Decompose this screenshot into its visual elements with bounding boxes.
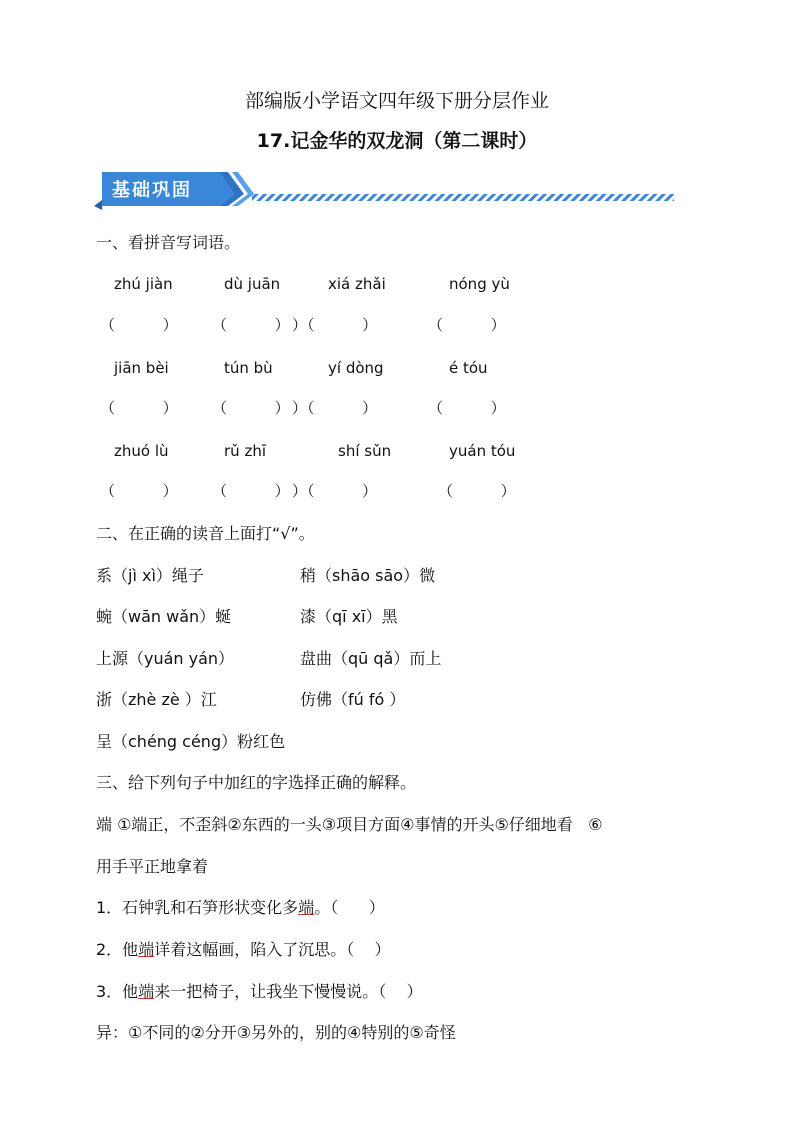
- pinyin-1-3: xiá zhǎi: [328, 275, 386, 293]
- answer-blank[interactable]: （ ）: [100, 399, 178, 417]
- answer-blank[interactable]: （ ）: [212, 399, 290, 417]
- answer-blank[interactable]: （ ）: [428, 399, 506, 417]
- pinyin-2-4: é tóu: [449, 359, 488, 377]
- pinyin-2-3: yí dòng: [328, 359, 384, 377]
- answer-blank[interactable]: （ ）: [438, 482, 516, 500]
- q2-item: 呈（chéng céng）粉红色: [96, 732, 286, 751]
- q1-heading: 一、看拼音写词语。: [96, 233, 241, 252]
- q2-item: 盘曲（qū qǎ）而上: [300, 649, 442, 668]
- pinyin-3-1: zhuó lù: [114, 442, 169, 460]
- definition-duan-cont: 用手平正地拿着: [96, 857, 209, 876]
- answer-blank[interactable]: （ ）: [100, 482, 178, 500]
- sentence-1: [96, 898, 385, 918]
- q2-item: 上源（yuán yán）: [96, 649, 235, 668]
- definition-yi: 异：①不同的②分开③另外的，别的④特别的⑤奇怪: [96, 1023, 456, 1042]
- answer-blank[interactable]: 。（ ）: [314, 898, 385, 917]
- section-banner: [94, 168, 679, 214]
- sentence-2: [96, 940, 391, 960]
- pinyin-1-1: zhú jiàn: [114, 275, 173, 293]
- pinyin-2-2: tún bù: [224, 359, 273, 377]
- q2-item: 漆（qī xī）黑: [300, 607, 398, 626]
- q2-item: 稍（shāo sāo）微: [300, 566, 436, 585]
- sentence-text: 3．他: [96, 982, 139, 1001]
- sentence-text: 1．石钟乳和石笋形状变化多: [96, 898, 299, 917]
- pinyin-2-1: jiān bèi: [114, 359, 169, 377]
- highlighted-char: 端: [138, 940, 155, 959]
- pinyin-3-2: rǔ zhī: [224, 442, 266, 460]
- banner-label: 基础巩固: [112, 180, 192, 201]
- sentence-text: 2．他: [96, 940, 139, 959]
- answer-blank[interactable]: 来一把椅子，让我坐下慢慢说。（ ）: [154, 982, 423, 1001]
- answer-blank[interactable]: ）（ ）: [292, 316, 378, 334]
- document-title: 部编版小学语文四年级下册分层作业: [244, 90, 549, 112]
- q2-item: 浙（zhè zè ）江: [96, 690, 217, 709]
- pinyin-3-3: shí sǔn: [338, 442, 392, 460]
- answer-blank[interactable]: ）（ ）: [292, 399, 378, 417]
- sentence-3: [96, 982, 423, 1002]
- highlighted-char: 端: [138, 982, 155, 1001]
- definition-duan: 端 ①端正，不歪斜②东西的一头③项目方面④事情的开头⑤仔细地看 ⑥: [96, 815, 603, 834]
- answer-blank[interactable]: （ ）: [212, 316, 290, 334]
- q2-heading: 二、在正确的读音上面打“√”。: [96, 524, 315, 543]
- pinyin-3-4: yuán tóu: [449, 442, 516, 460]
- pinyin-1-2: dù juān: [224, 275, 281, 293]
- highlighted-char: 端: [298, 898, 315, 917]
- answer-blank[interactable]: ）（ ）: [292, 482, 378, 500]
- q2-item: 仿佛（fú fó ）: [300, 690, 406, 709]
- q2-item: 蜿（wān wǎn）蜒: [96, 607, 232, 626]
- q3-heading: 三、给下列句子中加红的字选择正确的解释。: [96, 773, 417, 792]
- pinyin-1-4: nóng yù: [449, 275, 510, 293]
- answer-blank[interactable]: 详着这幅画，陷入了沉思。（ ）: [154, 940, 391, 959]
- answer-blank[interactable]: （ ）: [212, 482, 290, 500]
- answer-blank[interactable]: （ ）: [100, 316, 178, 334]
- answer-blank[interactable]: （ ）: [428, 316, 506, 334]
- lesson-title: 17.记金华的双龙洞（第二课时）: [256, 130, 538, 152]
- q2-item: 系（jì xì）绳子: [96, 566, 204, 585]
